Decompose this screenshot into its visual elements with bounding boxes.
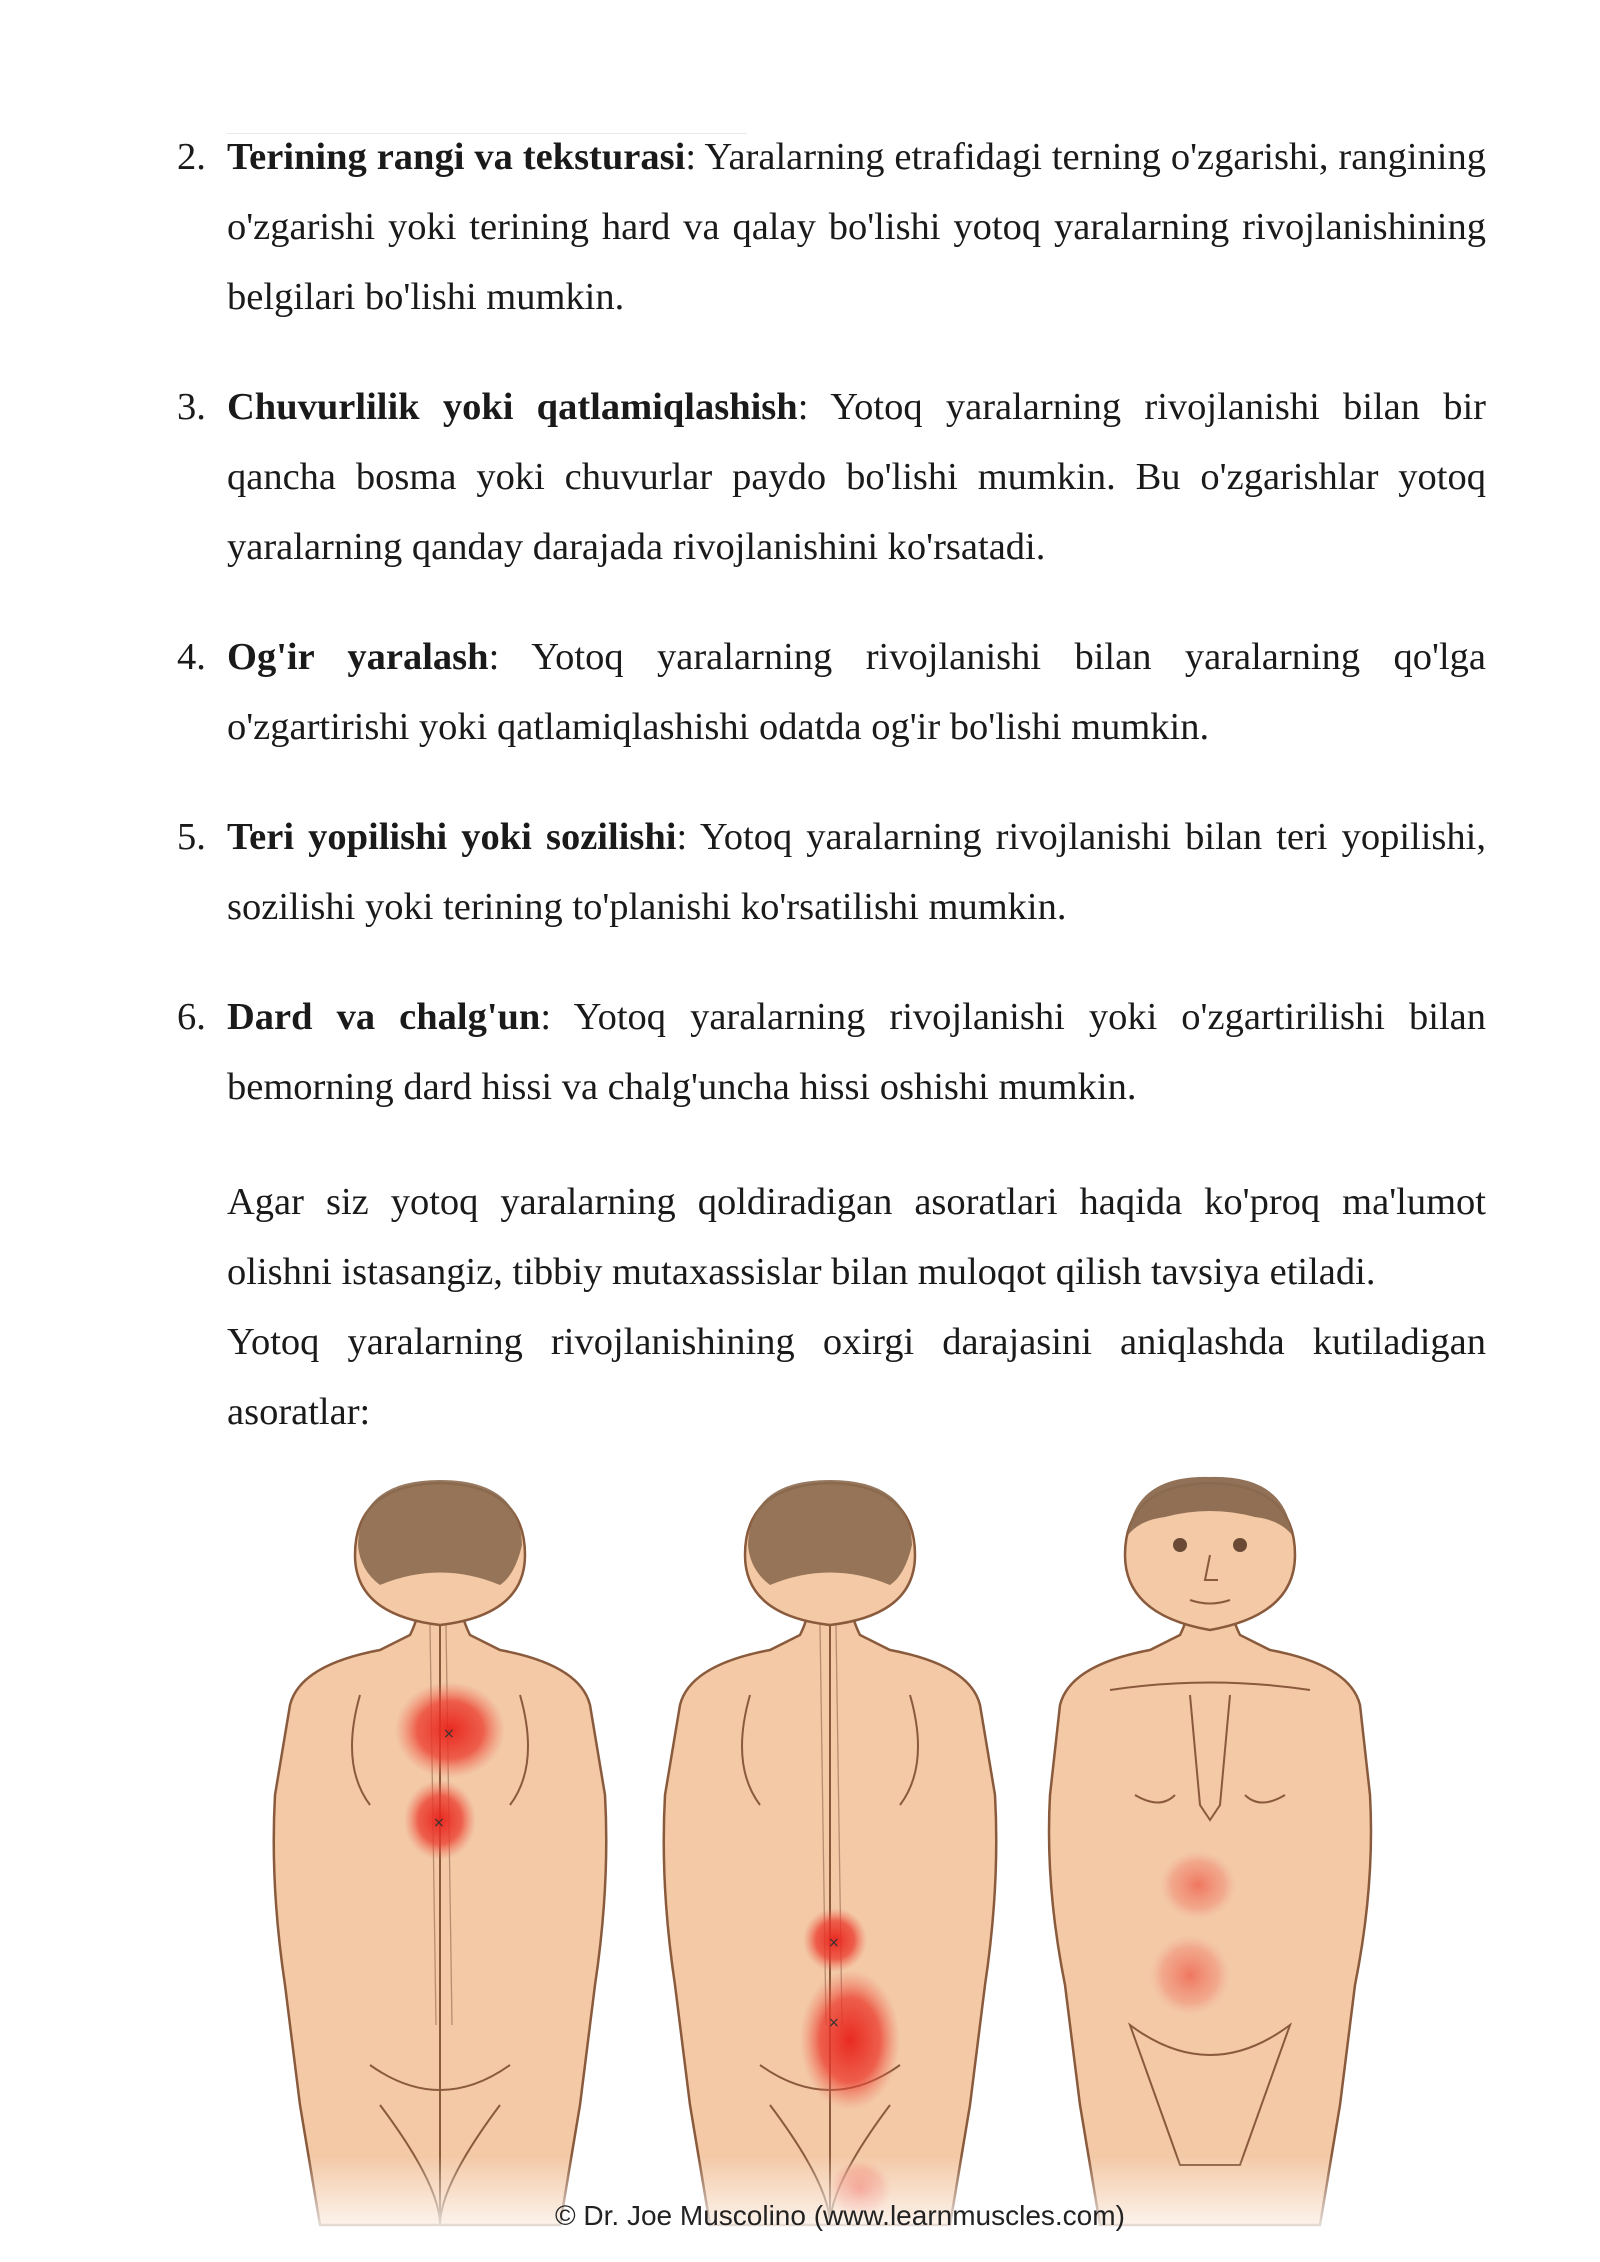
anatomy-illustration [260, 1465, 1410, 2245]
figure-front-right [1049, 1477, 1371, 2225]
list-item-sep: : [540, 996, 552, 1038]
list-item-sep: : [685, 136, 697, 178]
list-number: 5. [177, 816, 206, 858]
svg-text:×: × [828, 1935, 840, 1951]
list-item-text: Yotoq yaralarning rivojlanishi bilan teri yopilishi, sozilishi yoki terining to'planishi ko'rsatilishi mumkin. [227, 816, 1486, 928]
figure-back-middle [664, 1480, 997, 2225]
list-item-sep: : [797, 386, 809, 428]
list-item-4 [177, 622, 1486, 762]
list-number: 6. [177, 996, 206, 1038]
svg-text:×: × [828, 2015, 840, 2031]
list-item-6 [177, 982, 1486, 1122]
list-number: 4. [177, 636, 206, 678]
list-item-5 [177, 802, 1486, 942]
list-item-text: Yotoq yaralarning rivojlanishi bilan bir qancha bosma yoki chuvurlar paydo bo'lishi mumkin. Bu o'zgarishlar yotoq yaralarning qanday darajada rivojlanishini ko'rsatadi. [227, 386, 1486, 568]
list-item-title: Dard va chalg'un [227, 996, 541, 1038]
list-item-text: Yotoq yaralarning rivojlanishi yoki o'zgartirilishi bilan bemorning dard hissi va chalg'uncha hissi oshishi mumkin. [227, 996, 1486, 1108]
figure-back-left [274, 1480, 607, 2225]
list-item-text: Yaralarning etrafidagi terning o'zgarishi, rangining o'zgarishi yoki terining hard va qalay bo'lishi yotoq yaralarning rivojlanishining belgilari bo'lishi mumkin. [227, 136, 1486, 318]
list-item-text: Yotoq yaralarning rivojlanishi bilan yaralarning qo'lga o'zgartirishi yoki qatlamiqlashishi odatda og'ir bo'lishi mumkin. [227, 636, 1486, 748]
list-item-title: Og'ir yaralash [227, 636, 489, 678]
list-number: 3. [177, 386, 206, 428]
intro-paragraph: Yotoq yaralarning rivojlanishining oxirgi darajasini aniqlashda kutiladigan asoratlar: [227, 1321, 1486, 1433]
list-item-2 [177, 122, 1486, 332]
list-item-title: Chuvurlilik yoki qatlamiqlashish [227, 386, 798, 428]
info-paragraph: Agar siz yotoq yaralarning qoldiradigan asoratlari haqida ko'proq ma'lumot olishni istasangiz, tibbiy mutaxassislar bilan muloqot qilish tavsiya etiladi. [227, 1181, 1486, 1293]
list-number: 2. [177, 136, 206, 178]
list-item-sep: : [676, 816, 688, 858]
list-item-3 [177, 372, 1486, 582]
svg-text:×: × [443, 1726, 455, 1742]
anatomy-figure [260, 1465, 1410, 2245]
list-item-title: Teri yopilishi yoki sozilishi [227, 816, 677, 858]
list-item-title: Terining rangi va teksturasi [227, 136, 686, 178]
image-credit: © Dr. Joe Muscolino (www.learnmuscles.com) [555, 2200, 1125, 2231]
list-item-sep: : [488, 636, 500, 678]
svg-text:×: × [433, 1815, 445, 1831]
